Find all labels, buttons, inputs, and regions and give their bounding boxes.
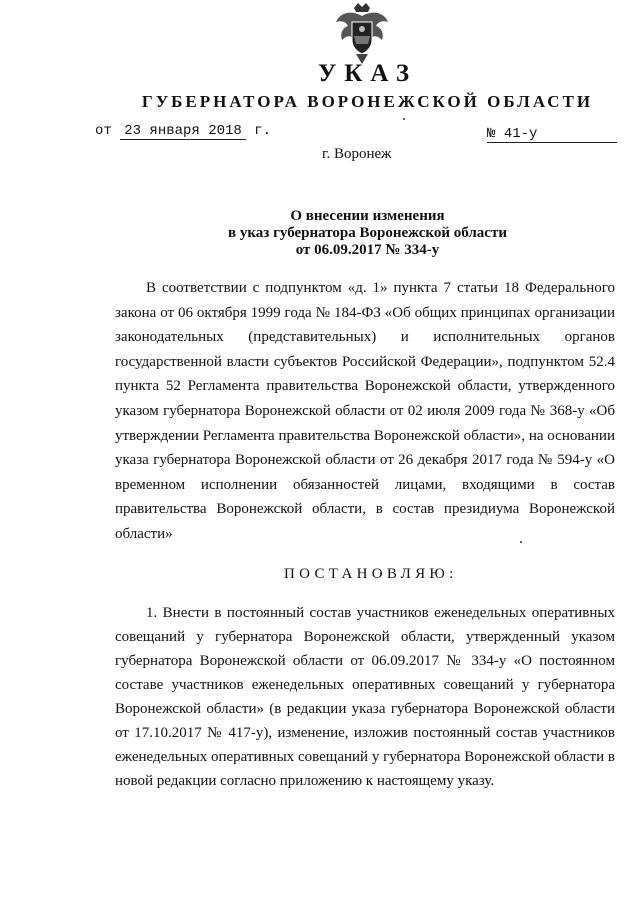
item-1-text: 1. Внести в постоянный состав участников еженедельных оперативных совещаний у губернатора Воронежской области, утвержденный указом губернатора Воронежской области от 06.09.2017 № 334-у «О постоянном составе участников еженедельных оперативных совещаний у губернатора Воронежской области» (в редакции указа губернатора Воронежской области от 17.10.2017 № 417-у), изменение, изложив постоянный состав участников еженедельных оперативных совещаний у губернатора Воронежской области в новой редакции согласно приложению к настоящему указу.	[115, 605, 615, 789]
item-1-paragraph	[115, 601, 615, 793]
city: г. Воронеж	[322, 146, 392, 162]
preamble-text: В соответствии с подпунктом «д. 1» пункта 7 статьи 18 Федерального закона от 06 октября 1999 года № 184-ФЗ «Об общих принципах организации законодательных (представительных) и исполнительных органов государственной власти субъектов Российской Федерации», подпунктом 52.4 пункта 52 Регламента правительства Воронежской области, утвержденного указом губернатора Воронежской области от 02 июля 2009 года № 368-у «Об утверждении Регламента правительства Воронежской области», на основании указа губернатора Воронежской области от 26 декабря 2017 года № 594-у «О временном исполнении обязанностей лицами, входящими в состав правительства Воронежской области, в состав президиума Воронежской области»	[115, 280, 615, 542]
date-suffix: г.	[254, 123, 272, 139]
decree-number	[487, 126, 617, 143]
heading-line: в указ губернатора Воронежской области	[228, 225, 507, 241]
number-prefix: №	[487, 126, 496, 142]
decree-title: УКАЗ	[317, 60, 418, 87]
scan-mark	[403, 118, 405, 120]
number-value: 41-у	[503, 126, 538, 142]
decree-date	[95, 123, 271, 140]
date-prefix: от	[95, 123, 112, 139]
preamble-paragraph	[115, 276, 615, 547]
decree-word: ПОСТАНОВЛЯЮ:	[284, 566, 458, 582]
date-value: 23 января 2018	[120, 123, 246, 140]
heading-line: от 06.09.2017 № 334-у	[295, 242, 440, 258]
document-heading	[0, 208, 640, 259]
coat-of-arms-icon	[332, 2, 392, 66]
scan-mark	[520, 541, 522, 543]
heading-line: О внесении изменения	[290, 208, 445, 224]
decree-subtitle: ГУБЕРНАТОРА ВОРОНЕЖСКОЙ ОБЛАСТИ	[141, 92, 594, 111]
